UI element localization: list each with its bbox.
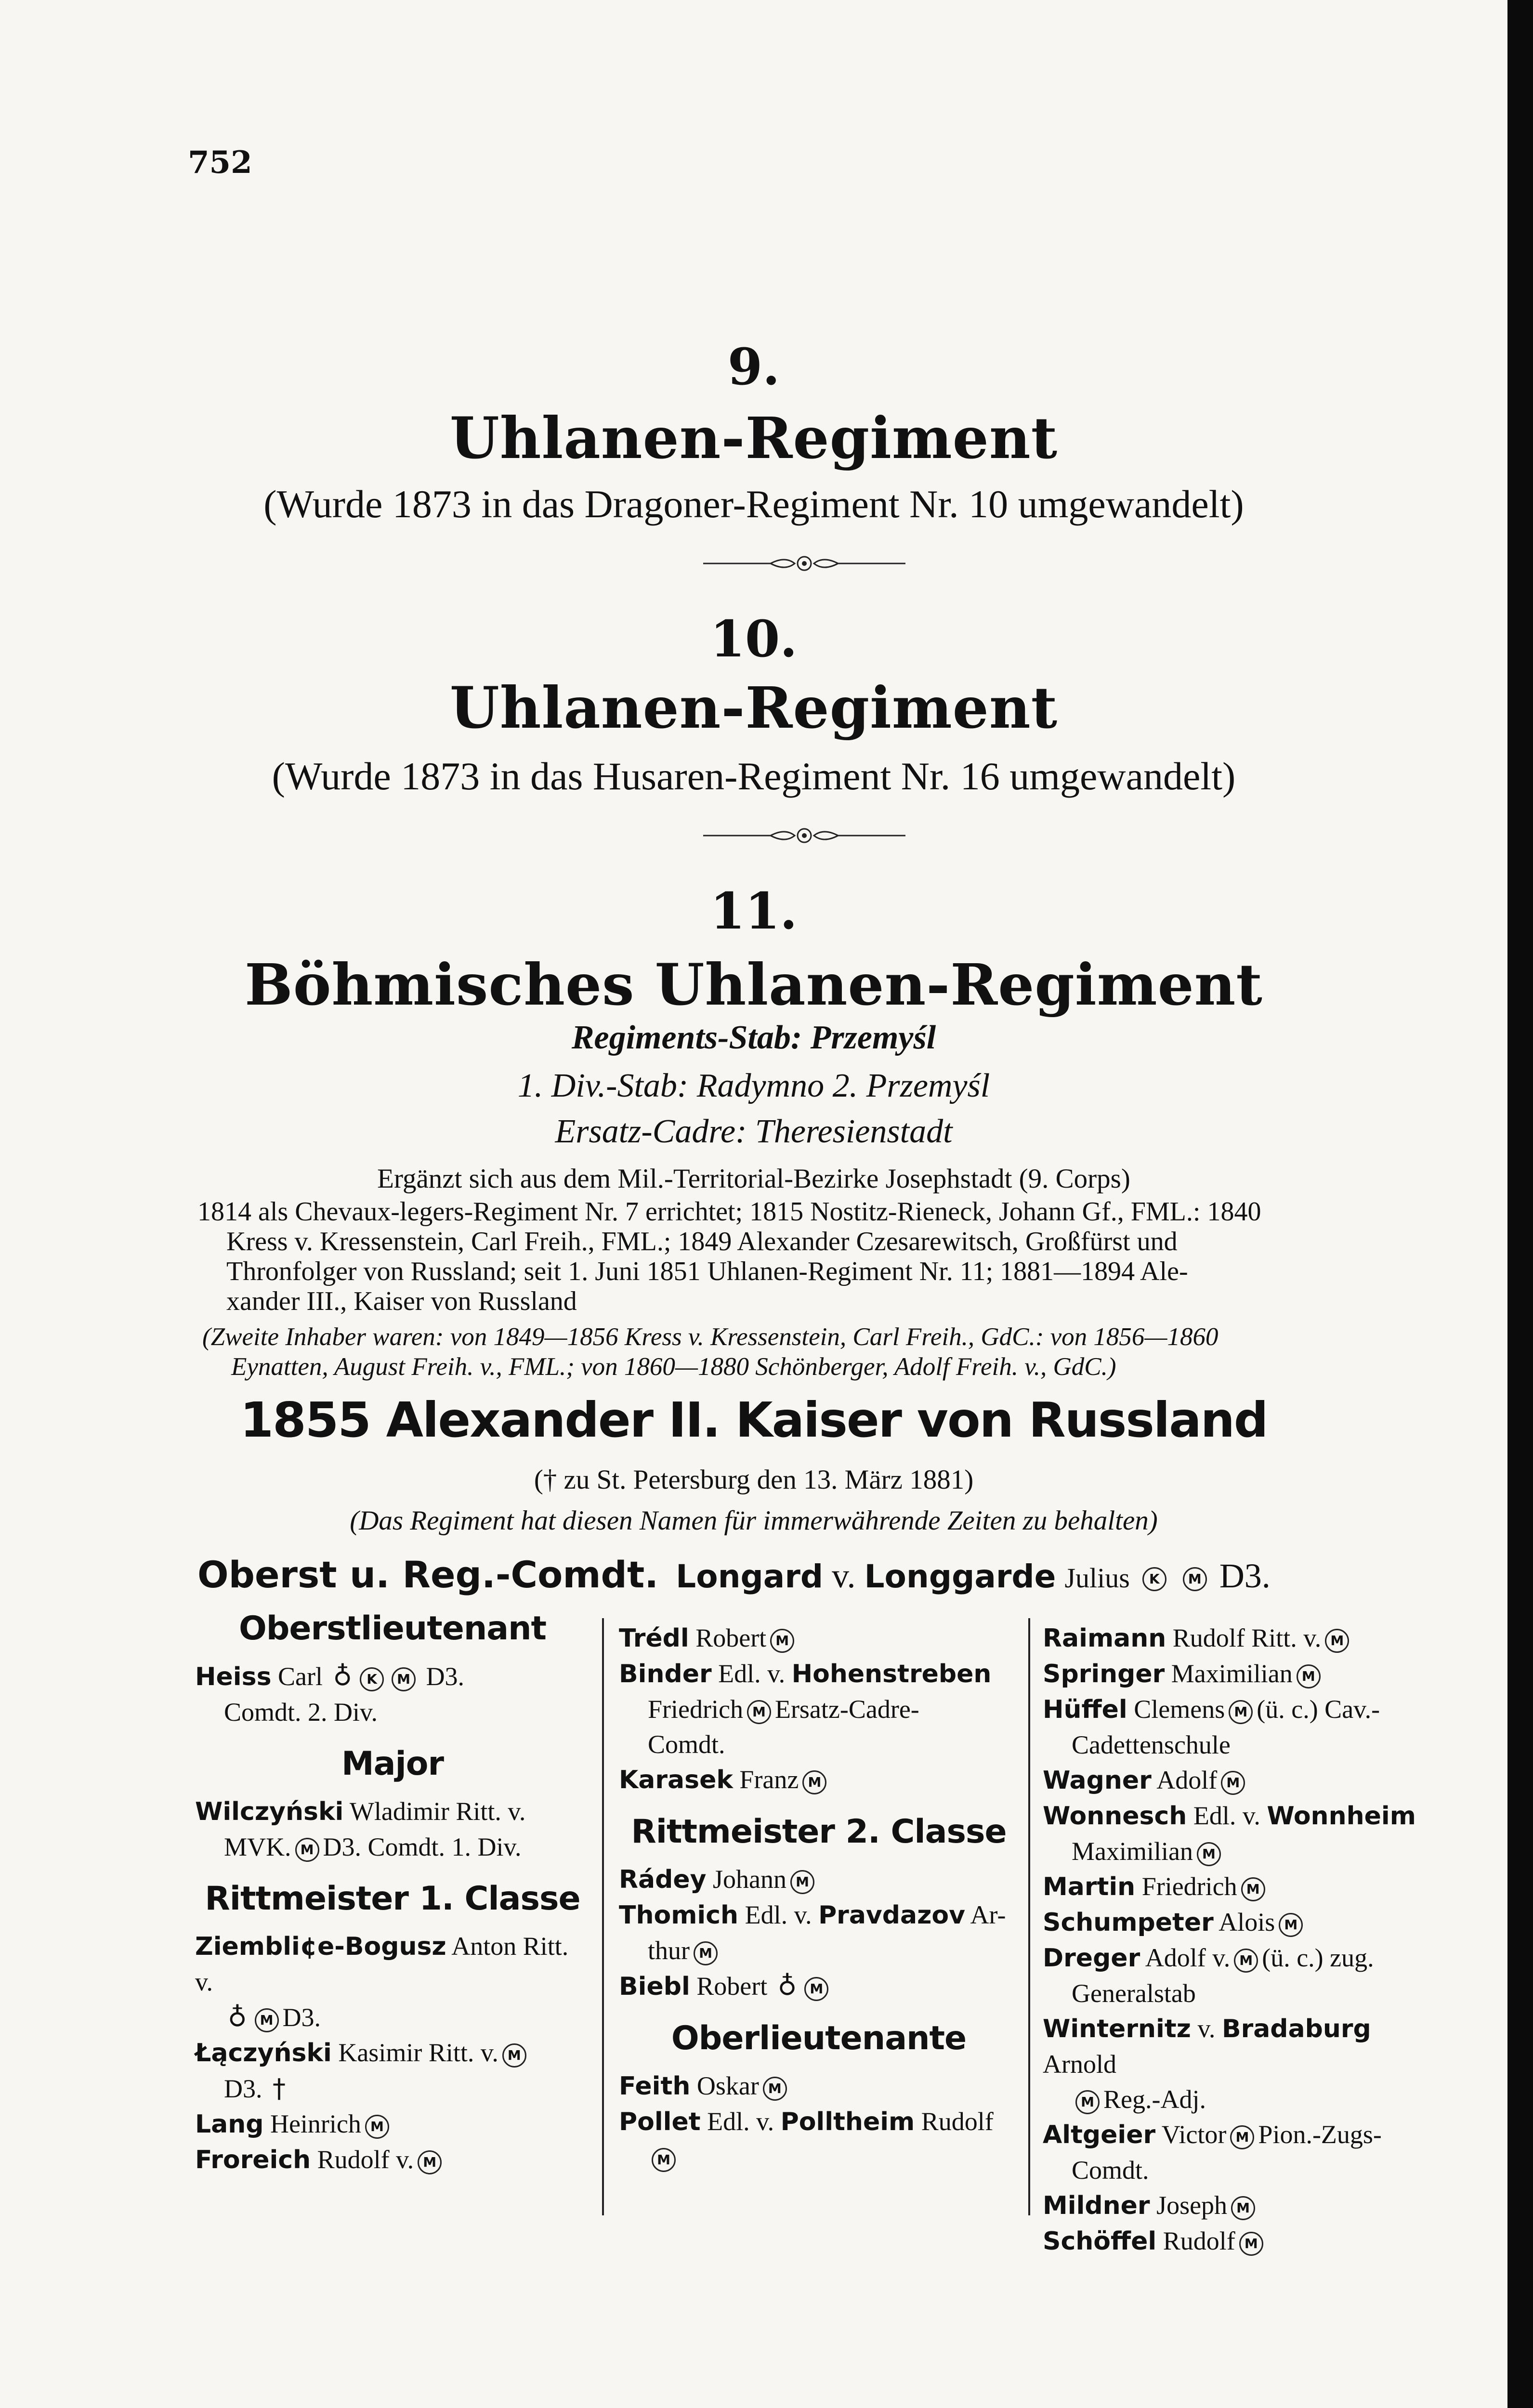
entry-binder: Binder Edl. v. Hohenstreben Friedrich M Ersatz-Cadre- Comdt. (619, 1659, 992, 1759)
oberst-middle: v. (832, 1557, 856, 1595)
entry-tredl: Trédl Robert M (619, 1621, 1019, 1656)
m-badge-icon: M (1197, 1842, 1221, 1866)
ersatz-cadre: Ersatz-Cadre: Theresienstadt (555, 1113, 953, 1150)
section-11-number: 11. (710, 881, 798, 941)
m-badge-icon: M (295, 1838, 319, 1862)
entry-mildner: Mildner Joseph M (1043, 2188, 1442, 2224)
second-owners (202, 1322, 1435, 1382)
m-badge-icon: M (694, 1941, 718, 1965)
entry-wilczynski: Wilczyński Wladimir Ritt. v. MVK. M D3. Comdt. 1. Div. (195, 1797, 526, 1861)
column-divider (1028, 1618, 1030, 2215)
section-9-note: (Wurde 1873 in das Dragoner-Regiment Nr. 10 umgewandelt) (263, 482, 1244, 526)
oberst-decoration: D3. (1219, 1557, 1271, 1595)
heading-oberstlieutenant: Oberstlieutenant (238, 1610, 547, 1648)
section-10-note: (Wurde 1873 in das Husaren-Regiment Nr. 16 umgewandelt) (272, 754, 1236, 798)
heading-rittmeister-1: Rittmeister 1. Classe (205, 1880, 580, 1918)
entry-heiss: Heiss Carl ♁ K M D3. Comdt. 2. Div. (195, 1659, 590, 1730)
entry-radey: Rádey Johann M (619, 1862, 1019, 1898)
entry-schoffel: Schöffel Rudolf M (1043, 2224, 1442, 2259)
entry-dreger: Dreger Adolf v. M (ü. c.) zug. Generalstab (1043, 1943, 1374, 2008)
m-badge-icon: M (652, 2148, 676, 2172)
m-badge-icon: M (392, 1667, 416, 1691)
entry-laczynski: Łączyński Kasimir Ritt. v. M D3. † (195, 2035, 590, 2107)
m-badge-icon: M (1183, 1567, 1207, 1591)
oberst-surname: Longard (676, 1558, 824, 1595)
section-11-title: Böhmisches Uhlanen-Regiment (245, 951, 1263, 1018)
m-badge-icon: M (1234, 1949, 1258, 1973)
entry-biebl: Biebl Robert ♁ M (619, 1968, 1019, 2004)
entry-winternitz: Winternitz v. Bradaburg Arnold M Reg.-Adj. (1043, 2014, 1371, 2114)
m-badge-icon: M (1241, 1877, 1265, 1901)
entry-martin: Martin Friedrich M (1043, 1869, 1442, 1905)
entry-karasek: Karasek Franz M (619, 1762, 1019, 1798)
section-9-number: 9. (727, 337, 780, 396)
regiment-history (197, 1197, 1430, 1316)
section-9-title: Uhlanen-Regiment (449, 405, 1058, 471)
ornament-divider (703, 826, 905, 845)
history-line: 1814 als Chevaux-legers-Regiment Nr. 7 errichtet; 1815 Nostitz-Rieneck, Johann Gf., FML.: 1840 (197, 1197, 1261, 1227)
entry-wagner: Wagner Adolf M (1043, 1763, 1442, 1798)
history-line: Thronfolger von Russland; seit 1. Juni 1851 Uhlanen-Regiment Nr. 11; 1881—1894 Ale- (226, 1256, 1188, 1286)
column-1 (195, 1611, 590, 2178)
entry-ziemblice: Ziembli¢e-Bogusz Anton Ritt. v. ♁ M D3. (195, 1929, 590, 2035)
history-line: xander III., Kaiser von Russland (226, 1286, 577, 1316)
m-badge-icon: M (747, 1700, 771, 1724)
entry-pollet: Pollet Edl. v. Polltheim Rudolf M (619, 2104, 1019, 2175)
erganzungsbezirk: Ergänzt sich aus dem Mil.-Territorial-Bezirke Josephstadt (9. Corps) (377, 1164, 1130, 1194)
entry-lang: Lang Heinrich M (195, 2107, 590, 2142)
k-badge-icon: K (360, 1667, 384, 1691)
entry-wonnesch: Wonnesch Edl. v. Wonnheim Maximilian M (1043, 1801, 1416, 1866)
m-badge-icon: M (502, 2043, 526, 2068)
m-badge-icon: M (1239, 2232, 1263, 2256)
m-badge-icon: M (802, 1770, 826, 1794)
entry-feith: Feith Oskar M (619, 2068, 1019, 2104)
oberst-line (197, 1553, 1271, 1596)
section-10-title: Uhlanen-Regiment (449, 674, 1058, 741)
second-owners-line: Eynatten, August Freih. v., FML.; von 1860—1880 Schönberger, Adolf Freih. v., GdC.) (231, 1353, 1116, 1381)
m-badge-icon: M (255, 2008, 279, 2032)
m-badge-icon: M (804, 1977, 828, 2001)
m-badge-icon: M (365, 2115, 389, 2139)
m-badge-icon: M (418, 2150, 442, 2174)
page-number: 752 (188, 144, 252, 181)
column-2 (619, 1621, 1019, 2175)
heading-rittmeister-2: Rittmeister 2. Classe (631, 1813, 1007, 1851)
heading-oberlieutenante: Oberlieutenante (671, 2019, 967, 2057)
regiment-patron: 1855 Alexander II. Kaiser von Russland (240, 1392, 1268, 1448)
entry-huffel: Hüffel Clemens M (ü. c.) Cav.- Cadettenschule (1043, 1695, 1380, 1759)
heading-major: Major (341, 1745, 444, 1783)
m-badge-icon: M (1221, 1771, 1245, 1795)
order-icon: ♁ (333, 1661, 353, 1691)
m-badge-icon: M (1231, 2196, 1255, 2220)
oberst-name2: Longgarde (864, 1558, 1056, 1595)
entry-altgeier: Altgeier Victor M Pion.-Zugs- Comdt. (1043, 2120, 1382, 2185)
cross-icon: † (273, 2073, 286, 2104)
patron-note: (Das Regiment hat diesen Namen für immerwährende Zeiten zu behalten) (350, 1505, 1158, 1536)
regiments-stab: Regiments-Stab: Przemyśl (571, 1019, 936, 1056)
patron-death: († zu St. Petersburg den 13. März 1881) (534, 1465, 974, 1495)
m-badge-icon: M (763, 2077, 787, 2101)
m-badge-icon: M (1230, 2125, 1254, 2149)
entry-thomich: Thomich Edl. v. Pravdazov Ar- thur M (619, 1900, 1006, 1965)
column-divider (602, 1618, 604, 2215)
m-badge-icon: M (1279, 1913, 1303, 1937)
column-3 (1043, 1621, 1442, 2259)
m-badge-icon: M (790, 1870, 814, 1894)
m-badge-icon: M (1297, 1664, 1321, 1688)
oberst-given: Julius (1064, 1562, 1130, 1594)
order-icon: ♁ (777, 1971, 797, 2001)
division-stab: 1. Div.-Stab: Radymno 2. Przemyśl (517, 1067, 990, 1104)
k-badge-icon: K (1142, 1567, 1166, 1591)
m-badge-icon: M (1075, 2090, 1100, 2114)
history-line: Kress v. Kressenstein, Carl Freih., FML.; 1849 Alexander Czesarewitsch, Großfürst und (226, 1227, 1178, 1256)
entry-springer: Springer Maximilian M (1043, 1656, 1442, 1692)
m-badge-icon: M (1229, 1700, 1253, 1724)
order-icon: ♁ (228, 2002, 247, 2032)
ornament-divider (703, 554, 905, 573)
m-badge-icon: M (770, 1629, 794, 1653)
entry-froreich: Froreich Rudolf v. M (195, 2142, 590, 2178)
oberst-rank: Oberst u. Reg.-Comdt. (197, 1553, 659, 1596)
section-10-number: 10. (710, 609, 798, 668)
second-owners-line: (Zweite Inhaber waren: von 1849—1856 Kress v. Kressenstein, Carl Freih., GdC.: von 1856—1860 (202, 1323, 1219, 1351)
entry-raimann: Raimann Rudolf Ritt. v. M (1043, 1621, 1442, 1656)
m-badge-icon: M (1325, 1629, 1349, 1653)
entry-schumpeter: Schumpeter Alois M (1043, 1905, 1442, 1940)
